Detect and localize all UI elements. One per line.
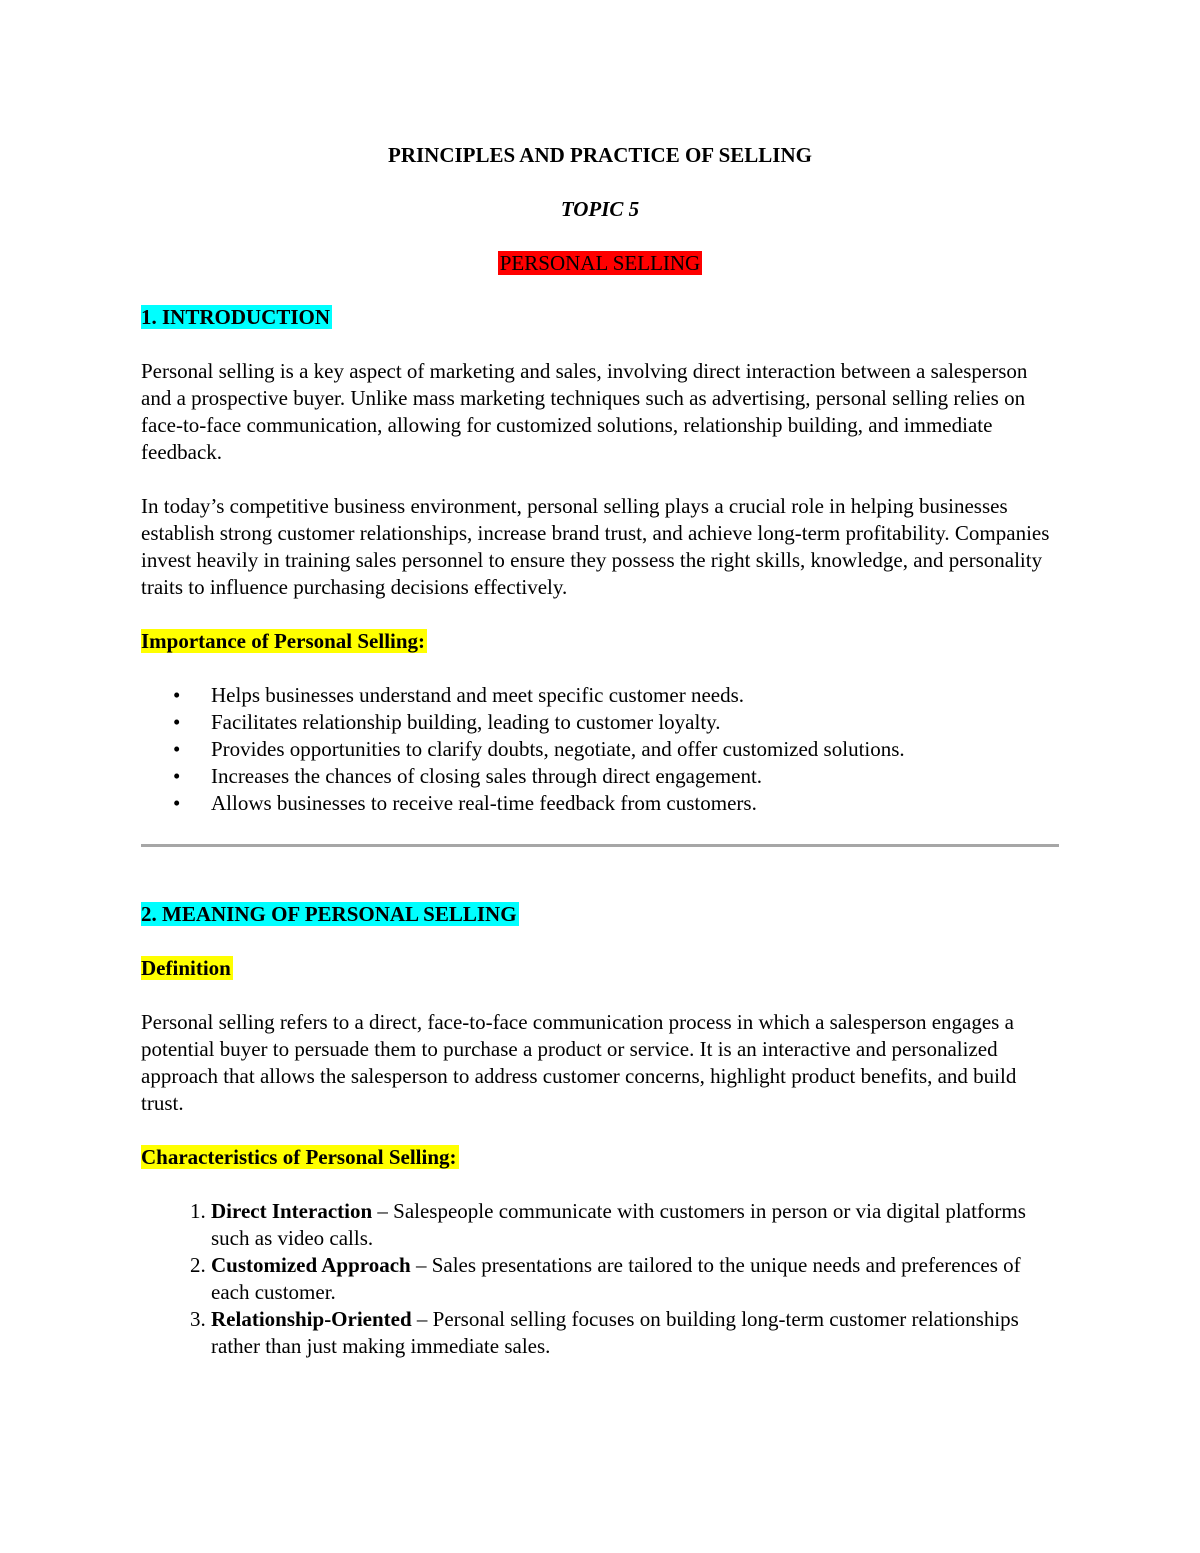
document-title: PRINCIPLES AND PRACTICE OF SELLING — [388, 143, 812, 167]
subject-heading: PERSONAL SELLING — [499, 251, 701, 275]
characteristics-heading-text: Characteristics of Personal Selling: — [141, 1145, 457, 1169]
characteristic-term: Relationship-Oriented — [211, 1307, 412, 1331]
section-1-heading — [141, 304, 1059, 331]
characteristic-desc: – Personal selling focuses on building long-term customer relationships rather than just making immediate sales. — [211, 1307, 1019, 1358]
definition-paragraph: Personal selling refers to a direct, face-to-face communication process in which a salesperson engages a potential buyer to persuade them to purchase a product or service. It is an interactive and personalized approach that allows the salesperson to address customer concerns, highlight product benefits, and build trust. — [141, 1010, 1017, 1115]
list-item: • Facilitates relationship building, leading to customer loyalty. — [211, 709, 1059, 736]
list-item — [211, 1306, 1059, 1360]
intro-paragraph-2: In today’s competitive business environment, personal selling plays a crucial role in helping businesses establish strong customer relationships, increase brand trust, and achieve long-term profitability. Companies invest heavily in training sales personnel to ensure they possess the right skills, knowledge, and personality traits to influence purchasing decisions effectively. — [141, 494, 1050, 599]
list-item: • Provides opportunities to clarify doubts, negotiate, and offer customized solutions. — [211, 736, 1059, 763]
list-item — [211, 1198, 1059, 1252]
list-item: • Helps businesses understand and meet specific customer needs. — [211, 682, 1059, 709]
subject-line — [141, 250, 1059, 277]
section-1-heading-text: 1. INTRODUCTION — [141, 305, 331, 329]
topic-label: TOPIC 5 — [560, 197, 640, 221]
characteristic-desc: – Sales presentations are tailored to the unique needs and preferences of each customer. — [211, 1253, 1021, 1304]
list-item: • Increases the chances of closing sales through direct engagement. — [211, 763, 1059, 790]
spacer — [141, 847, 1059, 874]
characteristic-term: Direct Interaction — [211, 1199, 373, 1223]
section-2-heading-text: 2. MEANING OF PERSONAL SELLING — [141, 902, 517, 926]
section-2-heading — [141, 901, 1059, 928]
list-item: • Allows businesses to receive real-time feedback from customers. — [211, 790, 1059, 817]
importance-heading — [141, 628, 1059, 655]
document-body — [141, 142, 1059, 1360]
characteristics-heading — [141, 1144, 1059, 1171]
importance-heading-text: Importance of Personal Selling: — [141, 629, 426, 653]
characteristic-term: Customized Approach — [211, 1253, 411, 1277]
importance-list — [141, 682, 1059, 817]
definition-heading — [141, 955, 1059, 982]
characteristics-list — [141, 1198, 1059, 1360]
definition-heading-text: Definition — [141, 956, 231, 980]
characteristic-desc: – Salespeople communicate with customers in person or via digital platforms such as video calls. — [211, 1199, 1026, 1250]
list-item — [211, 1252, 1059, 1306]
intro-paragraph-1: Personal selling is a key aspect of marketing and sales, involving direct interaction between a salesperson and a prospective buyer. Unlike mass marketing techniques such as advertising, personal selling relies on face-to-face communication, allowing for customized solutions, relationship building, and immediate feedback. — [141, 359, 1028, 464]
